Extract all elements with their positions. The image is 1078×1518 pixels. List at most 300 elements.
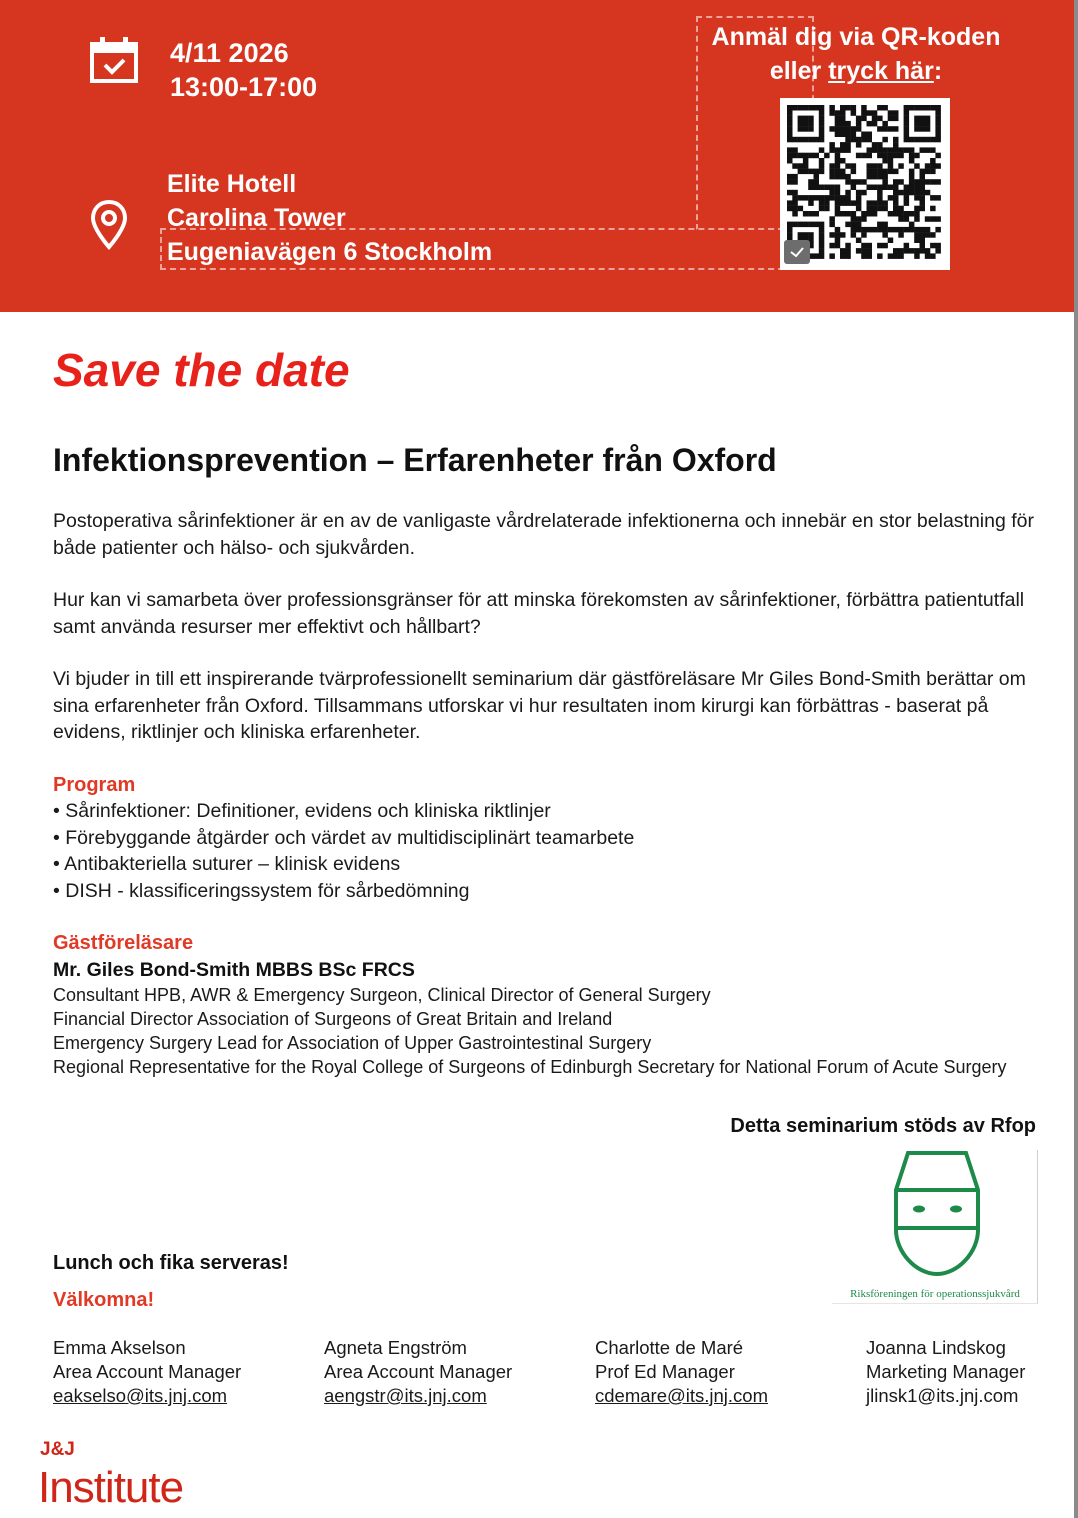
qr-module — [851, 200, 857, 206]
save-the-date-heading: Save the date — [53, 344, 350, 396]
qr-module — [808, 232, 814, 238]
qr-module — [851, 163, 857, 169]
qr-module — [829, 243, 835, 249]
qr-module — [819, 116, 825, 122]
qr-module — [872, 163, 878, 169]
qr-module — [787, 147, 793, 153]
qr-module — [893, 227, 899, 233]
qr-module — [882, 147, 888, 153]
qr-module — [787, 190, 793, 196]
qr-module — [824, 153, 830, 159]
qr-module — [814, 105, 820, 111]
credential-item: Regional Representative for the Royal College of Surgeons of Edinburgh Secretary for National Forum of Acute Surgery — [53, 1057, 1007, 1077]
qr-module — [935, 163, 941, 169]
checkbox-icon[interactable] — [784, 240, 810, 264]
qr-module — [925, 105, 931, 111]
qr-module — [792, 195, 798, 201]
qr-module — [787, 200, 793, 206]
qr-module — [909, 222, 915, 228]
contact-name: Agneta Engström — [324, 1337, 467, 1358]
qr-module — [814, 137, 820, 143]
qr-module — [787, 232, 793, 238]
qr-module — [819, 110, 825, 116]
qr-module — [835, 206, 841, 212]
qr-module — [829, 253, 835, 259]
qr-module — [930, 206, 936, 212]
surgeon-mask-icon — [892, 1150, 982, 1280]
qr-module — [814, 195, 820, 201]
qr-module — [829, 169, 835, 175]
qr-module — [904, 211, 910, 217]
qr-module — [920, 137, 926, 143]
qr-module — [835, 190, 841, 196]
qr-module — [904, 137, 910, 143]
qr-module — [814, 169, 820, 175]
qr-module — [872, 211, 878, 217]
qr-module — [803, 163, 809, 169]
qr-module — [851, 185, 857, 191]
qr-module — [909, 169, 915, 175]
qr-module — [867, 147, 873, 153]
qr-module — [882, 121, 888, 127]
qr-module — [819, 248, 825, 254]
qr-module — [829, 126, 835, 132]
qr-module — [888, 126, 894, 132]
qr-module — [909, 179, 915, 185]
qr-module — [845, 179, 851, 185]
qr-module — [856, 222, 862, 228]
qr-module — [845, 142, 851, 148]
qr-module — [898, 253, 904, 259]
qr-module — [845, 190, 851, 196]
qr-module — [935, 121, 941, 127]
qr-module — [819, 132, 825, 138]
qr-module — [814, 174, 820, 180]
qr-module — [861, 179, 867, 185]
qr-module — [877, 147, 883, 153]
intro-paragraph-1: Postoperativa sårinfektioner är en av de vanligaste vårdrelaterade infektionerna och innebär en stor belastning för både patienter och hälso- och sjukvården. — [53, 510, 1035, 559]
qr-module — [898, 248, 904, 254]
qr-module — [914, 121, 920, 127]
qr-module — [872, 147, 878, 153]
qr-module — [888, 147, 894, 153]
qr-module — [845, 147, 851, 153]
qr-module — [808, 179, 814, 185]
qr-module — [877, 105, 883, 111]
qr-module — [914, 153, 920, 159]
qr-module — [792, 211, 798, 217]
qr-module — [861, 132, 867, 138]
qr-module — [867, 206, 873, 212]
qr-module — [893, 253, 899, 259]
qr-module — [829, 190, 835, 196]
qr-module — [798, 137, 804, 143]
qr-module — [893, 190, 899, 196]
registration-prefix: eller — [769, 57, 829, 85]
qr-module — [803, 121, 809, 127]
qr-module — [814, 211, 820, 217]
qr-module — [845, 200, 851, 206]
qr-module — [856, 153, 862, 159]
qr-module — [861, 248, 867, 254]
qr-module — [845, 248, 851, 254]
qr-module — [909, 158, 915, 164]
qr-module — [867, 174, 873, 180]
contact-role: Marketing Manager — [866, 1361, 1026, 1382]
qr-module — [882, 174, 888, 180]
qr-module — [840, 132, 846, 138]
qr-module — [898, 190, 904, 196]
qr-module — [867, 185, 873, 191]
qr-module — [893, 147, 899, 153]
qr-module — [877, 174, 883, 180]
speaker-name: Mr. Giles Bond-Smith MBBS BSc FRCS — [53, 959, 415, 981]
qr-module — [904, 105, 910, 111]
qr-module — [792, 174, 798, 180]
qr-module — [861, 105, 867, 111]
qr-module — [835, 116, 841, 122]
qr-module — [835, 158, 841, 164]
qr-module — [882, 153, 888, 159]
qr-module — [882, 179, 888, 185]
qr-module — [914, 163, 920, 169]
qr-module — [877, 153, 883, 159]
qr-module — [840, 169, 846, 175]
qr-module — [867, 121, 873, 127]
qr-module — [808, 195, 814, 201]
qr-module — [835, 200, 841, 206]
registration-info — [688, 20, 1024, 88]
qr-module — [882, 169, 888, 175]
qr-module — [930, 169, 936, 175]
credential-item: Emergency Surgery Lead for Association of Upper Gastrointestinal Surgery — [53, 1033, 652, 1053]
qr-module — [835, 243, 841, 249]
contact-name: Emma Akselson — [53, 1337, 186, 1358]
qr-module — [851, 216, 857, 222]
qr-module — [835, 232, 841, 238]
qr-module — [867, 248, 873, 254]
qr-module — [808, 126, 814, 132]
qr-module — [925, 227, 931, 233]
qr-module — [898, 232, 904, 238]
qr-module — [914, 195, 920, 201]
qr-module — [803, 222, 809, 228]
qr-module — [819, 126, 825, 132]
qr-module — [877, 169, 883, 175]
qr-module — [893, 116, 899, 122]
qr-module — [914, 137, 920, 143]
qr-module — [835, 163, 841, 169]
qr-module — [930, 137, 936, 143]
qr-module — [835, 185, 841, 191]
qr-module — [835, 147, 841, 153]
qr-module — [840, 105, 846, 111]
qr-module — [861, 243, 867, 249]
contact-name: Charlotte de Maré — [595, 1337, 744, 1358]
qr-module — [792, 153, 798, 159]
qr-module — [925, 253, 931, 259]
qr-module — [882, 126, 888, 132]
qr-module — [872, 169, 878, 175]
qr-module — [898, 153, 904, 159]
qr-module — [893, 153, 899, 159]
qr-module — [856, 116, 862, 122]
qr-module — [935, 216, 941, 222]
qr-module — [882, 137, 888, 143]
qr-module — [888, 195, 894, 201]
qr-module — [925, 137, 931, 143]
qr-module — [824, 185, 830, 191]
qr-module — [814, 179, 820, 185]
qr-module — [930, 232, 936, 238]
qr-module — [893, 195, 899, 201]
qr-module — [840, 147, 846, 153]
qr-module — [803, 137, 809, 143]
qr-module — [935, 179, 941, 185]
qr-module — [920, 243, 926, 249]
qr-module — [935, 153, 941, 159]
qr-module — [920, 116, 926, 122]
qr-module — [856, 195, 862, 201]
qr-module — [861, 153, 867, 159]
qr-module — [803, 158, 809, 164]
qr-module — [925, 179, 931, 185]
qr-module — [914, 232, 920, 238]
qr-module — [909, 153, 915, 159]
qr-module — [935, 243, 941, 249]
qr-module — [882, 232, 888, 238]
contact-email-link[interactable]: eakselso@its.jnj.com — [53, 1385, 228, 1406]
qr-module — [872, 200, 878, 206]
qr-module — [909, 227, 915, 233]
qr-module — [787, 222, 793, 228]
qr-module — [893, 126, 899, 132]
qr-module — [792, 222, 798, 228]
qr-module — [877, 126, 883, 132]
qr-module — [829, 216, 835, 222]
qr-module — [829, 105, 835, 111]
qr-module — [798, 169, 804, 175]
qr-module — [861, 253, 867, 259]
qr-module — [861, 190, 867, 196]
qr-module — [935, 248, 941, 254]
qr-module — [867, 137, 873, 143]
qr-module — [861, 211, 867, 217]
contact-email-link[interactable]: aengstr@its.jnj.com — [324, 1385, 487, 1406]
qr-module — [856, 121, 862, 127]
qr-module — [824, 195, 830, 201]
qr-module — [882, 158, 888, 164]
qr-module — [803, 153, 809, 159]
qr-module — [925, 126, 931, 132]
qr-module — [819, 158, 825, 164]
qr-module — [920, 126, 926, 132]
qr-module — [798, 232, 804, 238]
qr-module — [819, 137, 825, 143]
qr-module — [914, 216, 920, 222]
location-pin-icon — [91, 200, 127, 250]
qr-module — [819, 227, 825, 233]
qr-module — [898, 211, 904, 217]
qr-module — [935, 132, 941, 138]
contact-name: Joanna Lindskog — [866, 1337, 1006, 1358]
qr-module — [787, 116, 793, 122]
qr-module — [856, 227, 862, 233]
qr-module — [845, 222, 851, 228]
qr-module — [856, 190, 862, 196]
qr-module — [819, 185, 825, 191]
qr-module — [893, 110, 899, 116]
qr-module — [792, 147, 798, 153]
qr-module — [909, 137, 915, 143]
registration-suffix: : — [933, 57, 943, 85]
qr-module — [877, 190, 883, 196]
qr-module — [835, 174, 841, 180]
qr-module — [882, 206, 888, 212]
qr-module — [856, 206, 862, 212]
registration-line-2 — [688, 54, 1024, 88]
qr-module — [920, 179, 926, 185]
register-link[interactable]: tryck här — [828, 57, 934, 85]
qr-module — [930, 163, 936, 169]
qr-module — [914, 179, 920, 185]
qr-module — [904, 248, 910, 254]
qr-module — [904, 147, 910, 153]
qr-module — [935, 105, 941, 111]
qr-module — [861, 227, 867, 233]
qr-module — [925, 190, 931, 196]
qr-module — [925, 121, 931, 127]
qr-module — [914, 211, 920, 217]
qr-module — [835, 153, 841, 159]
qr-module — [845, 132, 851, 138]
qr-module — [814, 253, 820, 259]
qr-module — [920, 227, 926, 233]
qr-module — [856, 142, 862, 148]
qr-module — [798, 126, 804, 132]
qr-module — [845, 211, 851, 217]
qr-module — [840, 142, 846, 148]
qr-module — [829, 185, 835, 191]
qr-module — [925, 116, 931, 122]
qr-module — [798, 222, 804, 228]
intro-paragraph-3: Vi bjuder in till ett inspirerande tvärprofessionellt seminarium där gästföreläsare Mr Giles Bond-Smith berättar om sina erfarenheter från Oxford. Tillsammans utforskar vi hur resultaten inom kirurgi kan förbättras - baserat på evidens, riktlinjer och kliniska erfarenheter. — [53, 668, 1026, 743]
qr-module — [840, 195, 846, 201]
qr-module — [867, 227, 873, 233]
qr-module — [851, 169, 857, 175]
qr-module — [856, 179, 862, 185]
qr-module — [930, 243, 936, 249]
qr-module — [867, 132, 873, 138]
qr-module — [835, 195, 841, 201]
contact-card — [866, 1336, 1025, 1408]
qr-module — [920, 185, 926, 191]
qr-module — [920, 147, 926, 153]
qr-module — [888, 169, 894, 175]
qr-module — [851, 132, 857, 138]
qr-module — [877, 200, 883, 206]
page-edge — [1074, 0, 1078, 1518]
qr-module — [920, 121, 926, 127]
qr-module — [851, 110, 857, 116]
qr-module — [867, 200, 873, 206]
event-date: 4/11 2026 — [170, 38, 289, 68]
qr-module — [845, 126, 851, 132]
contact-role: Area Account Manager — [324, 1361, 513, 1382]
contact-email-link[interactable]: cdemare@its.jnj.com — [595, 1385, 768, 1406]
qr-module — [798, 153, 804, 159]
qr-module — [814, 222, 820, 228]
qr-module — [861, 137, 867, 143]
qr-module — [787, 137, 793, 143]
qr-module — [872, 142, 878, 148]
qr-module — [898, 147, 904, 153]
qr-module — [835, 110, 841, 116]
qr-module — [904, 126, 910, 132]
qr-module — [930, 105, 936, 111]
qr-module — [935, 227, 941, 233]
qr-module — [920, 232, 926, 238]
event-time: 13:00-17:00 — [170, 72, 318, 102]
qr-module — [814, 153, 820, 159]
qr-module — [930, 253, 936, 259]
qr-module — [877, 243, 883, 249]
rfop-logo — [832, 1150, 1038, 1304]
qr-module — [829, 110, 835, 116]
qr-module — [792, 206, 798, 212]
brand-jj: J&J — [40, 1439, 75, 1460]
qr-module — [808, 137, 814, 143]
qr-module — [898, 227, 904, 233]
qr-module — [893, 200, 899, 206]
qr-module — [882, 105, 888, 111]
qr-module — [845, 121, 851, 127]
qr-module — [904, 195, 910, 201]
qr-module — [898, 179, 904, 185]
qr-module — [787, 174, 793, 180]
qr-module — [819, 169, 825, 175]
contact-role: Area Account Manager — [53, 1361, 242, 1382]
qr-module — [935, 116, 941, 122]
qr-module — [930, 179, 936, 185]
qr-module — [845, 137, 851, 143]
qr-module — [819, 200, 825, 206]
qr-module — [798, 116, 804, 122]
program-list — [53, 798, 634, 904]
qr-module — [792, 200, 798, 206]
qr-module — [808, 222, 814, 228]
qr-module — [840, 248, 846, 254]
qr-module — [835, 211, 841, 217]
qr-module — [856, 137, 862, 143]
qr-module — [893, 137, 899, 143]
qr-module — [877, 185, 883, 191]
qr-module — [840, 232, 846, 238]
qr-module — [819, 206, 825, 212]
qr-module — [835, 227, 841, 233]
qr-module — [835, 132, 841, 138]
qr-module — [861, 216, 867, 222]
qr-module — [787, 126, 793, 132]
qr-module — [851, 227, 857, 233]
qr-module — [888, 185, 894, 191]
qr-module — [904, 216, 910, 222]
qr-module — [787, 105, 793, 111]
qr-module — [888, 211, 894, 217]
qr-module — [920, 195, 926, 201]
qr-module — [914, 206, 920, 212]
qr-module — [792, 179, 798, 185]
